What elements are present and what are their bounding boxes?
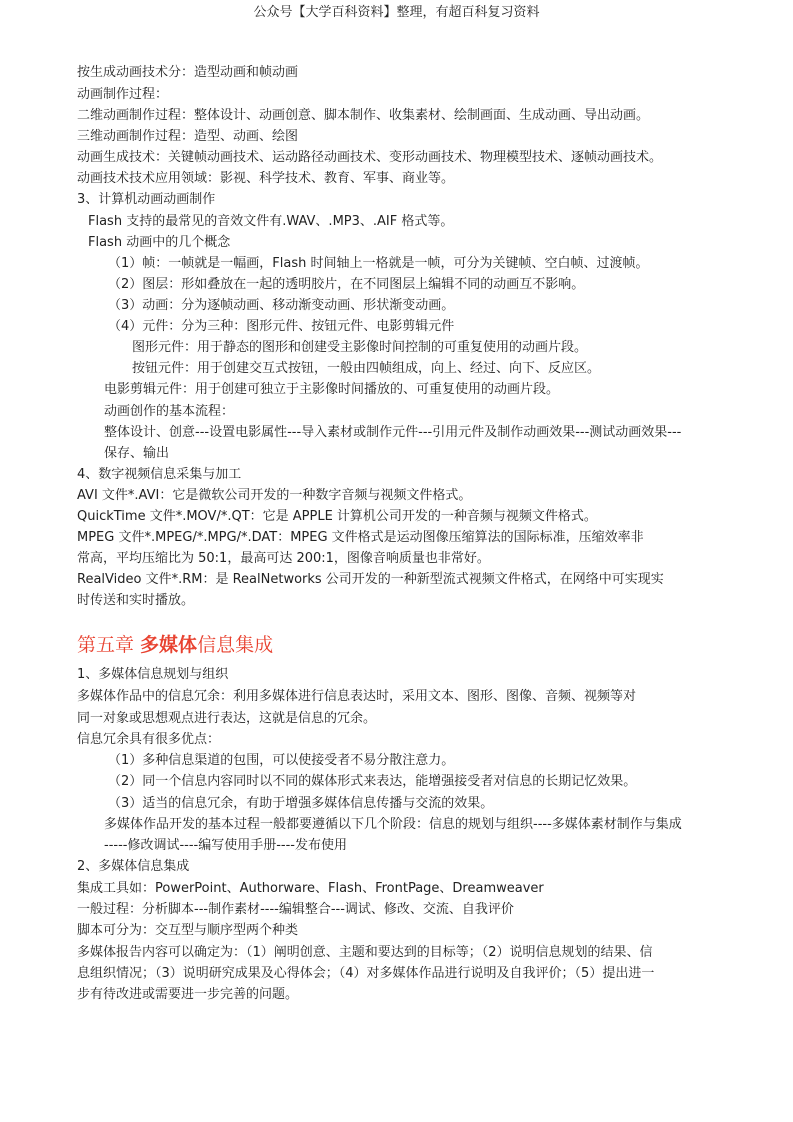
section-heading: 3、计算机动画动画制作: [77, 192, 216, 207]
list-item: （3）动画：分为逐帧动画、移动渐变动画、形状渐变动画。: [108, 298, 455, 313]
text-line: 三维动画制作过程：造型、动画、绘图: [77, 129, 299, 144]
list-item: （3）适当的信息冗余，有助于增强多媒体信息传播与交流的效果。: [108, 796, 494, 811]
list-item: （1）帧：一帧就是一幅画，Flash 时间轴上一格就是一帧，可分为关键帧、空白帧、过渡帧。: [108, 256, 649, 271]
text-line: 时传送和实时播放。: [77, 593, 195, 608]
text-line: 整体设计、创意---设置电影属性---导入素材或制作元件---引用元件及制作动画效果---测试动画效果---: [104, 425, 682, 440]
text-line: 按钮元件：用于创建交互式按钮，一般由四帧组成，向上、经过、向下、反应区。: [132, 361, 601, 376]
chapter-suffix: 信息集成: [197, 634, 274, 656]
text-line: -----修改调试----编写使用手册----发布使用: [104, 838, 347, 853]
section-heading: 1、多媒体信息规划与组织: [77, 667, 229, 682]
text-line: 动画生成技术：关键帧动画技术、运动路径动画技术、变形动画技术、物理模型技术、逐帧动画技术。: [77, 150, 663, 165]
text-line: 动画技术技术应用领域：影视、科学技术、教育、军事、商业等。: [77, 171, 455, 186]
text-line: MPEG 文件*.MPEG/*.MPG/*.DAT：MPEG 文件格式是运动图像压缩算法的国际标准，压缩效率非: [77, 530, 644, 545]
page-header: 公众号【大学百科资料】整理，有超百科复习资料: [253, 5, 540, 20]
text-line: Flash 支持的最常见的音效文件有.WAV、.MP3、.AIF 格式等。: [88, 214, 454, 229]
text-line: 多媒体作品中的信息冗余：利用多媒体进行信息表达时，采用文本、图形、图像、音频、视频等对: [77, 689, 637, 704]
section-heading: 2、多媒体信息集成: [77, 859, 190, 874]
chapter-title: [77, 633, 273, 657]
text-line: 脚本可分为：交互型与顺序型两个种类: [77, 923, 299, 938]
text-line: QuickTime 文件*.MOV/*.QT：它是 APPLE 计算机公司开发的一种音频与视频文件格式。: [77, 509, 597, 524]
chapter-bold: 多媒体: [140, 634, 198, 656]
text-line: 动画制作过程：: [77, 87, 169, 102]
text-line: 按生成动画技术分：造型动画和帧动画: [77, 65, 299, 80]
text-line: Flash 动画中的几个概念: [88, 235, 231, 250]
text-line: 电影剪辑元件：用于创建可独立于主影像时间播放的、可重复使用的动画片段。: [104, 382, 560, 397]
chapter-prefix: 第五章: [77, 634, 141, 656]
text-line: 多媒体作品开发的基本过程一般都要遵循以下几个阶段：信息的规划与组织----多媒体素材制作与集成: [104, 817, 682, 832]
text-line: 图形元件：用于静态的图形和创建受主影像时间控制的可重复使用的动画片段。: [132, 340, 588, 355]
list-item: （2）图层：形如叠放在一起的透明胶片，在不同图层上编辑不同的动画互不影响。: [108, 277, 585, 292]
text-line: RealVideo 文件*.RM：是 RealNetworks 公司开发的一种新型流式视频文件格式，在网络中可实现实: [77, 572, 664, 587]
list-item: （4）元件：分为三种：图形元件、按钮元件、电影剪辑元件: [108, 319, 455, 334]
list-item: （2）同一个信息内容同时以不同的媒体形式来表达，能增强接受者对信息的长期记忆效果。: [108, 774, 637, 789]
text-line: 集成工具如：PowerPoint、Authorware、Flash、FrontPage、Dreamweaver: [77, 881, 544, 896]
text-line: 信息冗余具有很多优点：: [77, 732, 221, 747]
text-line: 动画创作的基本流程：: [104, 404, 235, 419]
text-line: 多媒体报告内容可以确定为：（1）阐明创意、主题和要达到的目标等；（2）说明信息规划的结果、信: [77, 945, 653, 960]
section-heading: 4、数字视频信息采集与加工: [77, 467, 242, 482]
text-line: 息组织情况；（3）说明研究成果及心得体会；（4）对多媒体作品进行说明及自我评价；（5）提出进一: [77, 966, 655, 981]
text-line: 同一对象或思想观点进行表达，这就是信息的冗余。: [77, 711, 377, 726]
text-line: 常高，平均压缩比为 50:1，最高可达 200:1，图像音响质量也非常好。: [77, 551, 490, 566]
text-line: 二维动画制作过程：整体设计、动画创意、脚本制作、收集素材、绘制画面、生成动画、导出动画。: [77, 108, 650, 123]
text-line: 保存、输出: [104, 446, 170, 461]
text-line: 一般过程：分析脚本---制作素材----编辑整合---调试、修改、交流、自我评价: [77, 902, 514, 917]
list-item: （1）多种信息渠道的包围，可以使接受者不易分散注意力。: [108, 753, 455, 768]
text-line: 步有待改进或需要进一步完善的问题。: [77, 987, 299, 1002]
text-line: AVI 文件*.AVI：它是微软公司开发的一种数字音频与视频文件格式。: [77, 488, 472, 503]
